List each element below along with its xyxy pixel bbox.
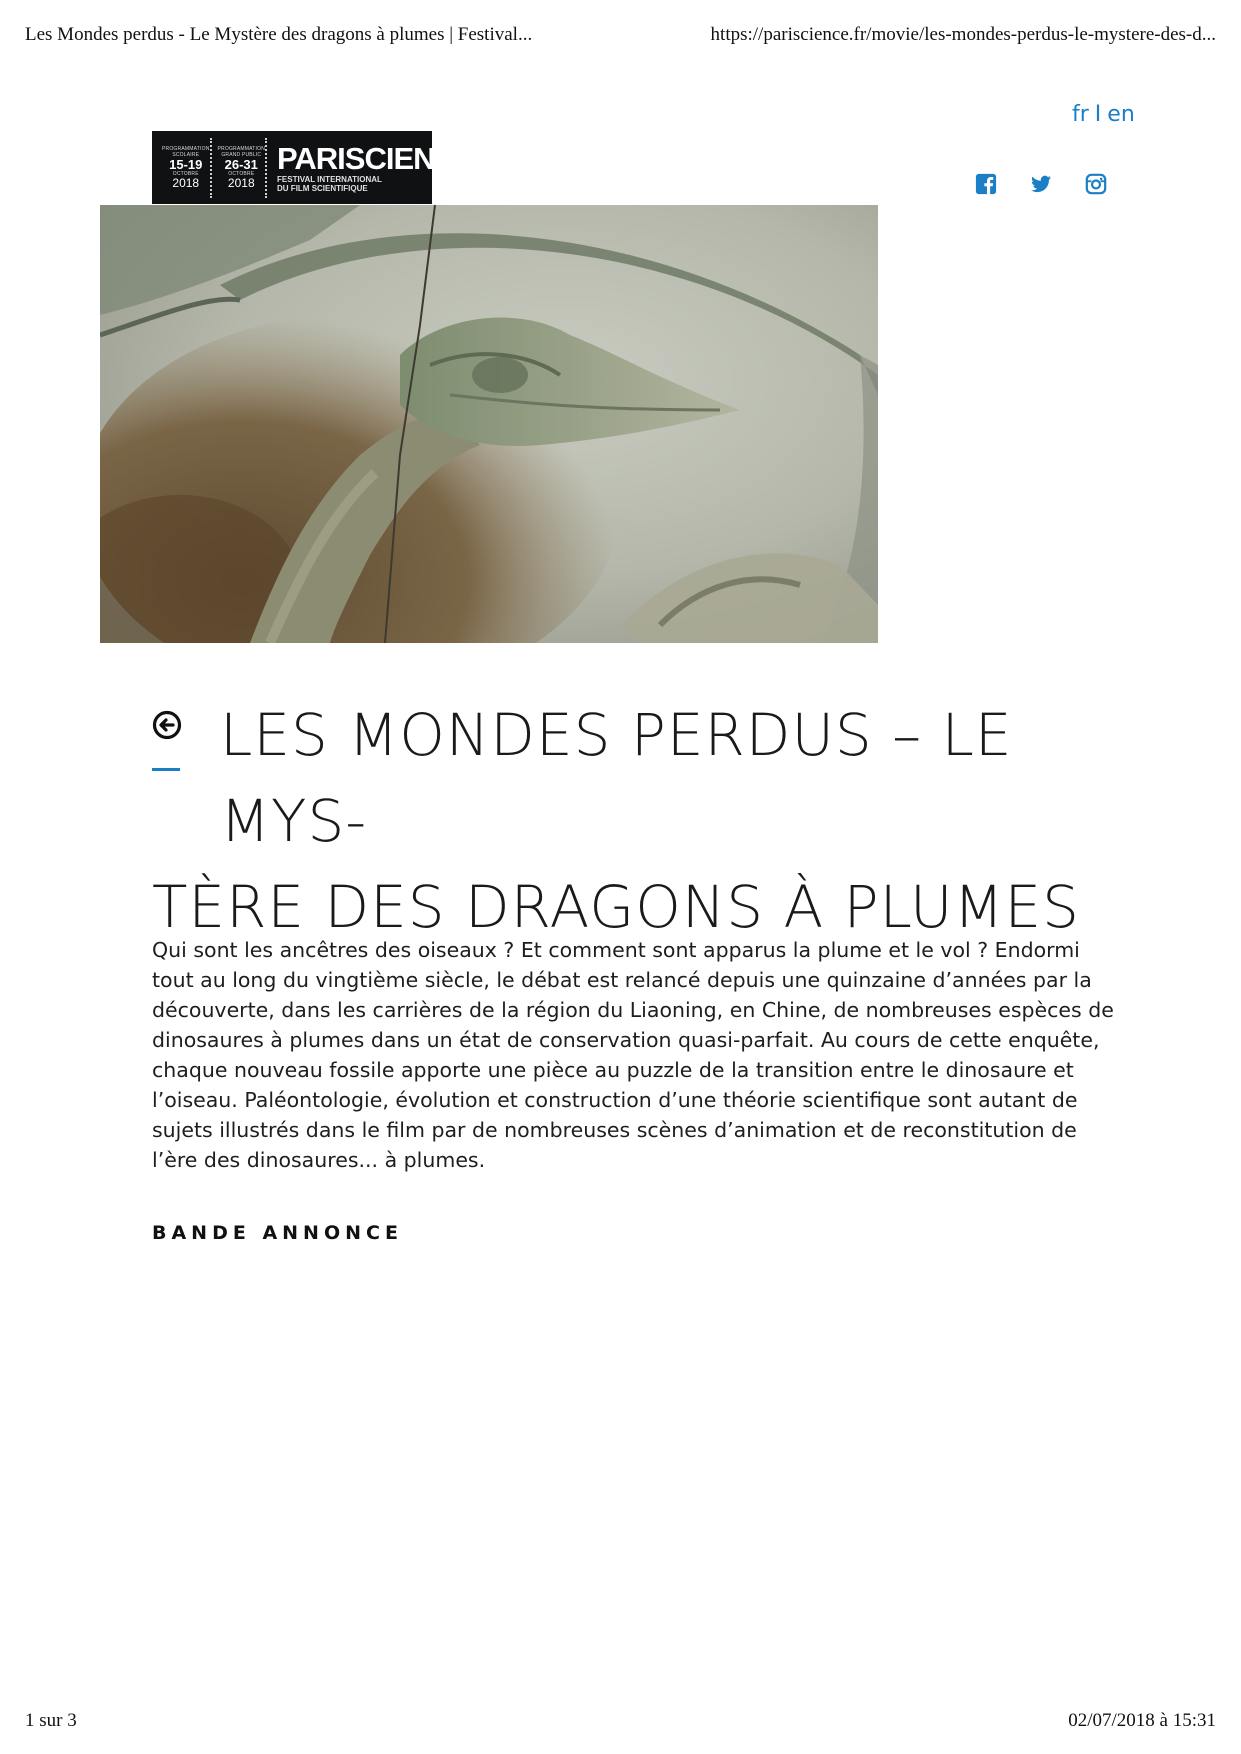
print-header xyxy=(0,24,1241,48)
logo-public-label: PROGRAMMATION GRAND PUBLIC xyxy=(217,146,266,158)
print-footer xyxy=(0,1710,1241,1734)
lang-fr-link[interactable]: fr xyxy=(1072,102,1089,127)
page-title xyxy=(152,692,1112,950)
lang-separator: I xyxy=(1094,102,1102,127)
twitter-icon[interactable] xyxy=(1030,173,1052,195)
movie-synopsis: Qui sont les ancêtres des oiseaux ? Et comment sont apparus la plume et le vol ? Endormi tout au long du vingtième siècle, le débat est relancé depuis une quinzaine d’années par la découverte, dans les carrières de la région du Liaoning, en Chine, de nombreuses espèces de dinosaures à plumes dans un état de conservation quasi-parfait. Au cours de cette enquête, chaque nouveau fossile apporte une pièce au puzzle de la transition entre le dinosaure et l’oiseau. Paléontologie, évolution et construction d’une théorie scientifique sont autant de sujets illustrés dans le film par de nombreuses scènes d’animation et de reconstitution de l’ère des dinosaures... à plumes. xyxy=(152,938,1114,1172)
lang-en-link[interactable]: en xyxy=(1107,102,1135,127)
logo-wordmark xyxy=(277,140,476,193)
social-links xyxy=(975,173,1107,195)
logo-public-year: 2018 xyxy=(227,176,255,190)
logo-scolaire-dates xyxy=(162,138,212,198)
language-switch xyxy=(1072,102,1135,127)
logo-public-days: 26-31 xyxy=(224,157,258,172)
print-page-number: 1 sur 3 xyxy=(25,1710,77,1731)
hero-fossil-image xyxy=(100,205,878,643)
instagram-icon[interactable] xyxy=(1085,173,1107,195)
title-line-2: TÈRE DES DRAGONS À PLUMES xyxy=(152,873,1080,941)
title-line-1: LES MONDES PERDUS – LE MYS- xyxy=(220,701,1013,855)
print-page-title: Les Mondes perdus - Le Mystère des dragons à plumes | Festival... xyxy=(25,24,533,45)
feathered-dinosaur-fossil-image xyxy=(100,205,878,643)
print-url: https://pariscience.fr/movie/les-mondes-perdus-le-mystere-des-d... xyxy=(710,24,1216,45)
pariscience-logo[interactable] xyxy=(152,131,476,204)
logo-name: PARISCIENCE xyxy=(277,140,476,176)
logo-public-month: OCTOBRE xyxy=(228,171,255,177)
logo-scolaire-year: 2018 xyxy=(172,176,200,190)
logo-subtitle-1: FESTIVAL INTERNATIONAL xyxy=(277,174,382,184)
trailer-heading: BANDE ANNONCE xyxy=(152,1222,403,1244)
title-accent-bar xyxy=(152,768,180,771)
logo-scolaire-label: PROGRAMMATION SCOLAIRE xyxy=(162,146,210,158)
logo-subtitle-2: DU FILM SCIENTIFIQUE xyxy=(277,183,368,193)
facebook-icon[interactable] xyxy=(975,173,997,195)
logo-scolaire-month: OCTOBRE xyxy=(172,171,199,177)
print-datetime: 02/07/2018 à 15:31 xyxy=(1068,1710,1216,1731)
logo-public-dates xyxy=(218,138,268,198)
logo-scolaire-days: 15-19 xyxy=(169,157,203,172)
movie-title-block xyxy=(152,692,1112,950)
back-arrow-icon[interactable] xyxy=(152,710,182,740)
